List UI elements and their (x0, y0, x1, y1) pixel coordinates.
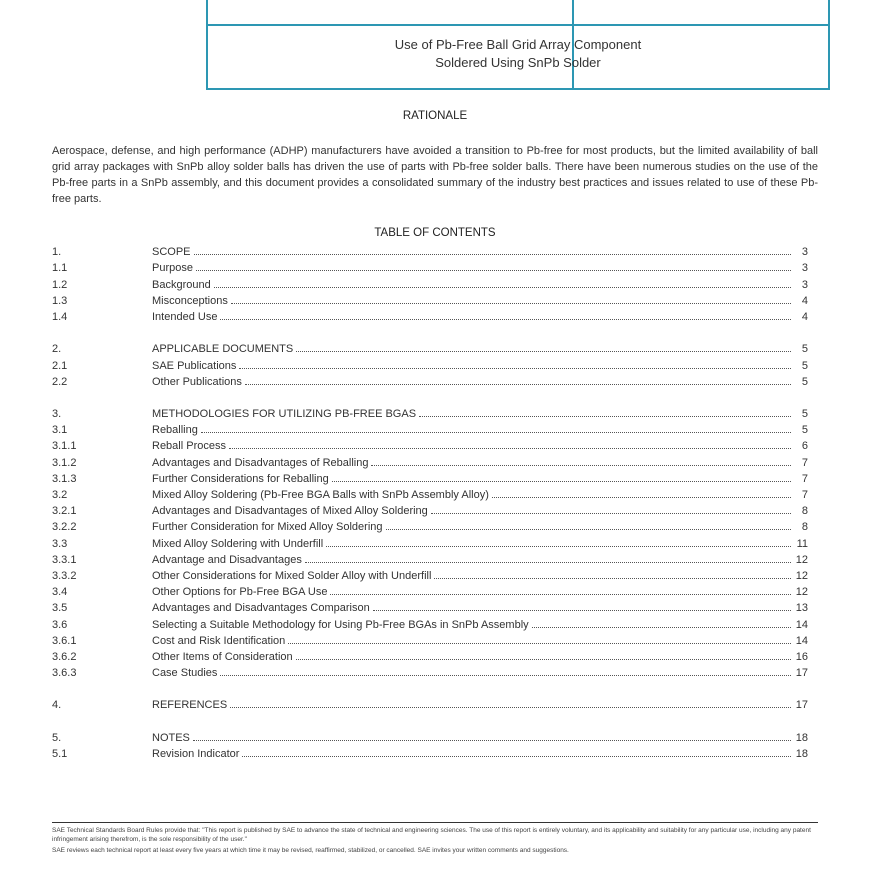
toc-entry-page: 7 (801, 472, 808, 485)
toc-entry[interactable] (52, 485, 808, 501)
toc-entry[interactable] (52, 307, 808, 323)
toc-entry-number: 3.6.1 (52, 634, 77, 647)
toc-entry[interactable] (52, 582, 808, 598)
toc-entry-title: Advantage and Disadvantages (152, 553, 302, 566)
toc-leader-dots (434, 577, 791, 579)
toc-leader-dots (532, 626, 791, 628)
table-of-contents (52, 242, 808, 760)
toc-entry-page: 6 (801, 440, 808, 453)
toc-entry-page: 14 (795, 618, 808, 631)
toc-entry-title: NOTES (152, 731, 190, 744)
toc-leader-dots (230, 706, 791, 708)
toc-entry[interactable] (52, 728, 808, 744)
toc-entry-number: 5.1 (52, 748, 68, 760)
title-box-header-row (208, 0, 828, 26)
toc-entry-title: Other Items of Consideration (152, 650, 293, 663)
toc-spacer (52, 711, 808, 727)
toc-leader-dots (330, 593, 791, 595)
toc-entry-number: 2. (52, 343, 62, 356)
toc-leader-dots (193, 739, 791, 741)
toc-spacer (52, 679, 808, 695)
toc-leader-dots (220, 674, 791, 676)
toc-entry-title: Reball Process (152, 440, 226, 453)
toc-entry-number: 1.2 (52, 278, 68, 291)
toc-leader-dots (296, 658, 791, 660)
toc-entry[interactable] (52, 614, 808, 630)
toc-entry[interactable] (52, 533, 808, 549)
toc-entry-page: 5 (801, 408, 808, 421)
toc-entry-page: 3 (801, 246, 808, 259)
toc-entry-number: 4. (52, 699, 62, 712)
toc-entry[interactable] (52, 420, 808, 436)
toc-leader-dots (229, 447, 791, 449)
toc-entry[interactable] (52, 631, 808, 647)
toc-entry[interactable] (52, 452, 808, 468)
toc-entry-number: 3.3.2 (52, 569, 77, 582)
footer-line-1: SAE Technical Standards Board Rules provide that: "This report is published by SAE to advance the state of technical and engineering sciences. The use of this report is entirely voluntary, and its applicability and suitability for any particular use, including any patent infringement arising therefrom, is the sole responsibility of the user." (52, 827, 811, 843)
toc-entry-number: 3.5 (52, 602, 68, 615)
footer-notice (52, 826, 818, 857)
toc-entry-page: 7 (801, 489, 808, 501)
toc-leader-dots (288, 642, 791, 644)
toc-entry-title: Advantages and Disadvantages of Mixed Alloy Soldering (152, 505, 428, 518)
toc-entry-title: Cost and Risk Identification (152, 634, 286, 647)
toc-entry-number: 3.6.2 (52, 650, 77, 663)
toc-entry[interactable] (52, 274, 808, 290)
toc-leader-dots (373, 609, 791, 611)
toc-entry-title: Selecting a Suitable Methodology for Using Pb-Free BGAs in SnPb Assembly (152, 618, 529, 631)
toc-entry-title: Background (152, 278, 211, 291)
toc-entry-number: 1.4 (52, 310, 68, 323)
toc-entry-title: APPLICABLE DOCUMENTS (152, 343, 294, 356)
toc-entry-page: 7 (801, 456, 808, 469)
toc-entry[interactable] (52, 695, 808, 711)
toc-entry-number: 3.6.3 (52, 667, 77, 680)
toc-entry-number: 3.3.1 (52, 553, 77, 566)
rationale-paragraph: Aerospace, defense, and high performance (ADHP) manufacturers have avoided a transition to Pb-free for most products, but the limited availability of ball grid array packages with SnPb alloy solder balls has driven the use of parts with Pb-free solder balls. There have been numerous studies on the use of the Pb-free parts in a SnPb assembly, and this document provides a consolidated summary of the industry best practices and issues related to use of these Pb-free parts. (52, 145, 818, 205)
toc-entry-title: Case Studies (152, 667, 218, 680)
toc-leader-dots (231, 302, 791, 304)
toc-entry[interactable] (52, 663, 808, 679)
toc-entry-page: 5 (801, 375, 808, 388)
footer-line-2: SAE reviews each technical report at least every five years at which time it may be revised, reaffirmed, stabilized, or cancelled. SAE invites your written comments and suggestions. (52, 847, 569, 854)
toc-leader-dots (242, 755, 791, 757)
toc-entry-page: 3 (801, 278, 808, 291)
toc-entry-page: 12 (795, 553, 808, 566)
toc-entry-title: Advantages and Disadvantages Comparison (152, 602, 370, 615)
toc-entry[interactable] (52, 258, 808, 274)
toc-entry-title: METHODOLOGIES FOR UTILIZING PB-FREE BGAS (152, 408, 417, 421)
toc-entry-number: 3.1.1 (52, 440, 77, 453)
toc-entry-number: 3.2 (52, 489, 68, 501)
toc-entry-title: Further Considerations for Reballing (152, 472, 329, 485)
toc-leader-dots (332, 480, 791, 482)
toc-entry-page: 17 (795, 699, 808, 712)
toc-leader-dots (296, 350, 791, 352)
toc-entry[interactable] (52, 469, 808, 485)
toc-entry-number: 3.1.3 (52, 472, 77, 485)
toc-leader-dots (239, 367, 791, 369)
toc-leader-dots (194, 253, 791, 255)
toc-entry-page: 5 (801, 424, 808, 437)
toc-leader-dots (326, 545, 791, 547)
toc-heading: TABLE OF CONTENTS (374, 227, 496, 239)
toc-entry-number: 3.1.2 (52, 456, 77, 469)
toc-leader-dots (386, 528, 791, 530)
toc-leader-dots (371, 464, 791, 466)
toc-entry-title: REFERENCES (152, 699, 228, 712)
toc-entry[interactable] (52, 550, 808, 566)
toc-entry-title: Intended Use (152, 310, 218, 323)
toc-entry-number: 3.2.2 (52, 521, 77, 534)
toc-entry-page: 3 (801, 262, 808, 275)
toc-entry-title: SCOPE (152, 246, 191, 259)
toc-entry-title: Mixed Alloy Soldering (Pb-Free BGA Balls with SnPb Assembly Alloy) (152, 489, 489, 501)
toc-entry-number: 3.1 (52, 424, 68, 437)
footer-divider (52, 822, 818, 823)
document-title (208, 36, 828, 72)
toc-entry[interactable] (52, 355, 808, 371)
toc-leader-dots (431, 512, 791, 514)
toc-entry-title: Purpose (152, 262, 193, 275)
toc-entry[interactable] (52, 517, 808, 533)
toc-leader-dots (245, 383, 791, 385)
toc-entry-title: Advantages and Disadvantages of Reballing (152, 456, 369, 469)
toc-entry-title: Further Consideration for Mixed Alloy Soldering (152, 521, 383, 534)
toc-entry-page: 17 (795, 667, 808, 680)
toc-leader-dots (492, 496, 791, 498)
toc-entry[interactable] (52, 647, 808, 663)
toc-leader-dots (419, 415, 791, 417)
toc-entry-title: Reballing (152, 424, 198, 437)
toc-entry-page: 8 (801, 521, 808, 534)
toc-entry-page: 18 (795, 748, 808, 760)
toc-entry-number: 2.2 (52, 375, 68, 388)
toc-entry-title: Mixed Alloy Soldering with Underfill (152, 537, 324, 550)
toc-entry-title: Other Options for Pb-Free BGA Use (152, 586, 328, 599)
toc-entry[interactable] (52, 501, 808, 517)
toc-leader-dots (305, 561, 791, 563)
toc-entry-page: 4 (801, 310, 808, 323)
toc-entry-number: 3.4 (52, 586, 68, 599)
toc-spacer (52, 388, 808, 404)
toc-entry-page: 12 (795, 586, 808, 599)
toc-leader-dots (201, 431, 791, 433)
toc-entry-title: Other Publications (152, 375, 242, 388)
toc-entry-page: 5 (801, 359, 808, 372)
toc-entry-page: 18 (795, 731, 808, 744)
toc-entry[interactable] (52, 291, 808, 307)
toc-entry-page: 14 (795, 634, 808, 647)
toc-entry-page: 13 (795, 602, 808, 615)
toc-entry-number: 1.1 (52, 262, 68, 275)
toc-entry[interactable] (52, 242, 808, 258)
toc-entry-number: 3.2.1 (52, 505, 77, 518)
toc-entry[interactable] (52, 372, 808, 388)
toc-entry[interactable] (52, 566, 808, 582)
toc-entry[interactable] (52, 339, 808, 355)
toc-entry-title: Misconceptions (152, 294, 228, 307)
toc-entry-number: 5. (52, 731, 62, 744)
toc-entry[interactable] (52, 436, 808, 452)
toc-spacer (52, 323, 808, 339)
toc-entry[interactable] (52, 744, 808, 760)
toc-entry[interactable] (52, 598, 808, 614)
rationale-heading: RATIONALE (402, 110, 468, 122)
toc-entry-number: 2.1 (52, 359, 68, 372)
toc-leader-dots (196, 269, 791, 271)
toc-entry-title: Revision Indicator (152, 748, 240, 760)
toc-entry-number: 3.3 (52, 537, 68, 550)
document-title-box (206, 0, 830, 90)
toc-entry-page: 12 (795, 569, 808, 582)
toc-entry-page: 5 (801, 343, 808, 356)
document-title-line-1: Use of Pb-Free Ball Grid Array Component (394, 37, 642, 52)
toc-leader-dots (220, 318, 791, 320)
toc-entry-page: 8 (801, 505, 808, 518)
toc-entry[interactable] (52, 404, 808, 420)
toc-entry-title: SAE Publications (152, 359, 237, 372)
toc-entry-number: 3. (52, 408, 62, 421)
toc-entry-number: 1.3 (52, 294, 68, 307)
document-title-line-2: Soldered Using SnPb Solder (435, 55, 601, 70)
toc-entry-number: 1. (52, 246, 62, 259)
toc-entry-title: Other Considerations for Mixed Solder Alloy with Underfill (152, 569, 432, 582)
toc-leader-dots (214, 286, 791, 288)
toc-entry-page: 4 (801, 294, 808, 307)
toc-entry-page: 16 (795, 650, 808, 663)
toc-entry-page: 11 (796, 537, 808, 550)
toc-entry-number: 3.6 (52, 618, 68, 631)
